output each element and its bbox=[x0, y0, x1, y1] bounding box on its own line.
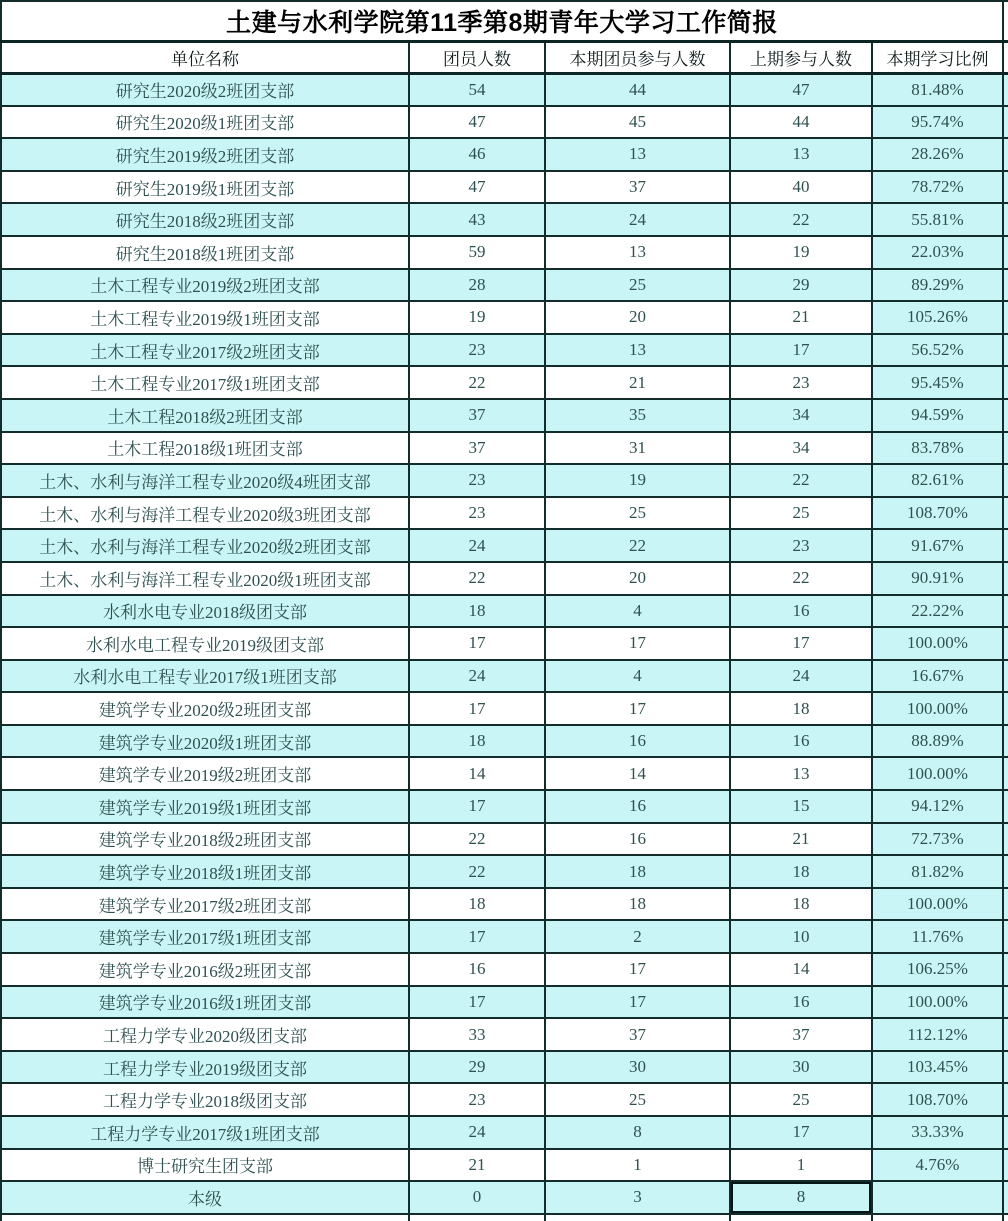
value-cell[interactable]: 1 bbox=[545, 1149, 730, 1182]
value-cell[interactable]: 25 bbox=[545, 269, 730, 302]
value-cell[interactable]: 46 bbox=[409, 138, 545, 171]
table-edge-spacer bbox=[1003, 301, 1008, 334]
table-edge-spacer bbox=[1003, 73, 1008, 106]
table-row bbox=[1, 725, 1008, 758]
value-cell[interactable]: 17 bbox=[730, 627, 872, 660]
table-row bbox=[1, 432, 1008, 465]
table-edge-spacer bbox=[1003, 1083, 1008, 1116]
table-row bbox=[1, 888, 1008, 921]
value-cell[interactable]: 47 bbox=[409, 171, 545, 204]
value-cell[interactable]: 47 bbox=[409, 106, 545, 139]
value-cell[interactable]: 95.74% bbox=[872, 106, 1003, 139]
unit-name-cell[interactable]: 土木工程专业2019级2班团支部 bbox=[1, 269, 409, 302]
value-cell[interactable]: 37 bbox=[730, 1018, 872, 1051]
value-cell[interactable]: 4.76% bbox=[872, 1149, 1003, 1182]
value-cell[interactable]: 14 bbox=[545, 757, 730, 790]
table-row bbox=[1, 757, 1008, 790]
value-cell[interactable]: 72.73% bbox=[872, 823, 1003, 856]
value-cell[interactable]: 21 bbox=[730, 823, 872, 856]
value-cell[interactable]: 17 bbox=[545, 692, 730, 725]
value-cell[interactable]: 23 bbox=[409, 497, 545, 530]
value-cell[interactable]: 1 bbox=[730, 1149, 872, 1182]
table-row bbox=[1, 497, 1008, 530]
table-row bbox=[1, 236, 1008, 269]
table-edge-spacer bbox=[1003, 203, 1008, 236]
value-cell[interactable]: 37 bbox=[409, 432, 545, 465]
table-row bbox=[1, 1018, 1008, 1051]
value-cell[interactable]: 10 bbox=[730, 920, 872, 953]
unit-name-cell[interactable]: 研究生2019级2班团支部 bbox=[1, 138, 409, 171]
value-cell[interactable]: 112.12% bbox=[872, 1018, 1003, 1051]
unit-name-cell[interactable]: 研究生2019级1班团支部 bbox=[1, 171, 409, 204]
unit-name-cell[interactable]: 建筑学专业2019级2班团支部 bbox=[1, 757, 409, 790]
value-cell[interactable]: 19 bbox=[545, 464, 730, 497]
value-cell[interactable]: 59 bbox=[409, 236, 545, 269]
value-cell[interactable]: 17 bbox=[409, 986, 545, 1019]
unit-name-cell[interactable]: 研究生2018级1班团支部 bbox=[1, 236, 409, 269]
unit-name-cell[interactable]: 建筑学专业2017级2班团支部 bbox=[1, 888, 409, 921]
value-cell[interactable]: 22 bbox=[409, 562, 545, 595]
table-edge-spacer bbox=[1003, 888, 1008, 921]
page-title: 土建与水利学院第11季第8期青年大学习工作简报 bbox=[1, 1, 1003, 41]
table-edge-spacer bbox=[1003, 269, 1008, 302]
value-cell[interactable]: 25 bbox=[730, 1083, 872, 1116]
value-cell[interactable]: 25 bbox=[545, 497, 730, 530]
value-cell[interactable]: 22.03% bbox=[872, 236, 1003, 269]
value-cell[interactable]: 94.12% bbox=[872, 790, 1003, 823]
value-cell[interactable]: 18 bbox=[730, 888, 872, 921]
value-cell[interactable]: 17 bbox=[730, 1116, 872, 1149]
value-cell[interactable]: 23 bbox=[409, 334, 545, 367]
value-cell[interactable]: 13 bbox=[730, 757, 872, 790]
value-cell[interactable]: 24 bbox=[545, 203, 730, 236]
unit-name-cell[interactable]: 研究生2020级2班团支部 bbox=[1, 73, 409, 106]
value-cell[interactable]: 21 bbox=[730, 301, 872, 334]
unit-name-cell[interactable]: 建筑学专业2018级1班团支部 bbox=[1, 855, 409, 888]
unit-name-cell[interactable]: 建筑学专业2020级1班团支部 bbox=[1, 725, 409, 758]
title-row bbox=[1, 1, 1008, 41]
value-cell[interactable]: 28.26% bbox=[872, 138, 1003, 171]
value-cell[interactable]: 8 bbox=[730, 1181, 872, 1214]
value-cell[interactable]: 95.45% bbox=[872, 366, 1003, 399]
value-cell[interactable]: 3 bbox=[545, 1181, 730, 1214]
value-cell[interactable]: 0 bbox=[409, 1181, 545, 1214]
value-cell[interactable]: 18 bbox=[409, 725, 545, 758]
table-row bbox=[1, 920, 1008, 953]
table-edge-spacer bbox=[1003, 432, 1008, 465]
unit-name-cell[interactable]: 工程力学专业2019级团支部 bbox=[1, 1051, 409, 1084]
unit-name-cell[interactable]: 建筑学专业2018级2班团支部 bbox=[1, 823, 409, 856]
value-cell[interactable]: 15 bbox=[730, 790, 872, 823]
value-cell[interactable]: 40 bbox=[730, 171, 872, 204]
table-edge-spacer bbox=[1003, 595, 1008, 628]
unit-name-cell[interactable]: 土木工程专业2019级1班团支部 bbox=[1, 301, 409, 334]
table-row bbox=[1, 171, 1008, 204]
value-cell[interactable]: 17 bbox=[409, 920, 545, 953]
value-cell[interactable]: 17 bbox=[545, 953, 730, 986]
table-edge-spacer bbox=[1003, 529, 1008, 562]
value-cell[interactable]: 44 bbox=[545, 73, 730, 106]
value-cell[interactable]: 4 bbox=[545, 595, 730, 628]
value-cell[interactable] bbox=[872, 1181, 1003, 1214]
table-row bbox=[1, 1083, 1008, 1116]
value-cell[interactable]: 13 bbox=[730, 138, 872, 171]
value-cell[interactable]: 34 bbox=[730, 399, 872, 432]
value-cell[interactable]: 17 bbox=[409, 790, 545, 823]
value-cell[interactable]: 18 bbox=[545, 888, 730, 921]
unit-name-cell[interactable]: 土木、水利与海洋工程专业2020级1班团支部 bbox=[1, 562, 409, 595]
value-cell[interactable]: 91.67% bbox=[872, 529, 1003, 562]
value-cell[interactable]: 23 bbox=[409, 1083, 545, 1116]
table-row bbox=[1, 953, 1008, 986]
table-edge-spacer bbox=[1003, 953, 1008, 986]
value-cell[interactable]: 34 bbox=[730, 432, 872, 465]
value-cell[interactable]: 25 bbox=[545, 1083, 730, 1116]
table-row bbox=[1, 1116, 1008, 1149]
table-row bbox=[1, 855, 1008, 888]
column-header-4: 上期参与人数 bbox=[730, 41, 872, 73]
value-cell[interactable]: 18 bbox=[730, 692, 872, 725]
value-cell[interactable]: 24 bbox=[730, 660, 872, 693]
table-row bbox=[1, 399, 1008, 432]
value-cell[interactable]: 90.91% bbox=[872, 562, 1003, 595]
table-row bbox=[1, 73, 1008, 106]
unit-name-cell[interactable]: 建筑学专业2016级2班团支部 bbox=[1, 953, 409, 986]
table-row bbox=[1, 464, 1008, 497]
value-cell[interactable]: 2 bbox=[545, 920, 730, 953]
value-cell[interactable]: 22 bbox=[409, 366, 545, 399]
unit-name-cell[interactable]: 土木、水利与海洋工程专业2020级3班团支部 bbox=[1, 497, 409, 530]
unit-name-cell[interactable]: 工程力学专业2018级团支部 bbox=[1, 1083, 409, 1116]
table-edge-spacer bbox=[1003, 757, 1008, 790]
table-edge-spacer bbox=[1003, 138, 1008, 171]
value-cell[interactable]: 100.00% bbox=[872, 757, 1003, 790]
unit-name-cell[interactable]: 工程力学专业2017级1班团支部 bbox=[1, 1116, 409, 1149]
table-row bbox=[1, 106, 1008, 139]
value-cell[interactable]: 105.26% bbox=[872, 301, 1003, 334]
value-cell[interactable]: 8 bbox=[545, 1116, 730, 1149]
table-row bbox=[1, 595, 1008, 628]
table-edge-spacer bbox=[1003, 366, 1008, 399]
column-header-2: 团员人数 bbox=[409, 41, 545, 73]
value-cell[interactable]: 30 bbox=[545, 1051, 730, 1084]
value-cell[interactable]: 29 bbox=[409, 1051, 545, 1084]
value-cell[interactable]: 19 bbox=[409, 301, 545, 334]
table-edge-spacer bbox=[1003, 399, 1008, 432]
table-edge-spacer bbox=[1003, 497, 1008, 530]
value-cell[interactable]: 17 bbox=[545, 986, 730, 1019]
value-cell[interactable]: 43 bbox=[409, 203, 545, 236]
value-cell[interactable]: 103.45% bbox=[872, 1051, 1003, 1084]
table-row bbox=[1, 334, 1008, 367]
unit-name-cell[interactable]: 本级 bbox=[1, 1181, 409, 1214]
table-row bbox=[1, 1181, 1008, 1214]
unit-name-cell[interactable]: 土木工程专业2017级1班团支部 bbox=[1, 366, 409, 399]
value-cell[interactable]: 14 bbox=[409, 757, 545, 790]
value-cell[interactable]: 16 bbox=[730, 986, 872, 1019]
value-cell[interactable]: 35 bbox=[545, 399, 730, 432]
table-edge-spacer bbox=[1003, 236, 1008, 269]
table-row bbox=[1, 269, 1008, 302]
table-edge-spacer bbox=[1003, 660, 1008, 693]
column-header-5: 本期学习比例 bbox=[872, 41, 1003, 73]
table-edge-spacer bbox=[1003, 1051, 1008, 1084]
column-header-1: 单位名称 bbox=[1, 41, 409, 73]
value-cell[interactable]: 22 bbox=[409, 855, 545, 888]
value-cell[interactable]: 13 bbox=[545, 138, 730, 171]
table-row bbox=[1, 138, 1008, 171]
value-cell[interactable]: 17 bbox=[730, 334, 872, 367]
value-cell[interactable]: 18 bbox=[730, 855, 872, 888]
value-cell[interactable]: 54 bbox=[409, 73, 545, 106]
table-edge-spacer bbox=[1003, 1018, 1008, 1051]
value-cell[interactable]: 81.48% bbox=[872, 73, 1003, 106]
value-cell[interactable]: 100.00% bbox=[872, 888, 1003, 921]
unit-name-cell[interactable]: 水利水电工程专业2017级1班团支部 bbox=[1, 660, 409, 693]
value-cell[interactable]: 13 bbox=[545, 236, 730, 269]
value-cell[interactable]: 55.81% bbox=[872, 203, 1003, 236]
value-cell[interactable]: 56.52% bbox=[872, 334, 1003, 367]
value-cell[interactable]: 16 bbox=[545, 790, 730, 823]
value-cell[interactable]: 22 bbox=[545, 529, 730, 562]
header-row bbox=[1, 41, 1008, 73]
value-cell[interactable]: 44 bbox=[730, 106, 872, 139]
unit-name-cell[interactable]: 建筑学专业2019级1班团支部 bbox=[1, 790, 409, 823]
value-cell[interactable]: 23 bbox=[409, 464, 545, 497]
value-cell[interactable]: 37 bbox=[545, 171, 730, 204]
table-edge-spacer bbox=[1003, 823, 1008, 856]
table-row bbox=[1, 562, 1008, 595]
value-cell[interactable]: 94.59% bbox=[872, 399, 1003, 432]
value-cell[interactable]: 20 bbox=[545, 301, 730, 334]
value-cell[interactable]: 16 bbox=[409, 953, 545, 986]
table-row bbox=[1, 366, 1008, 399]
unit-name-cell[interactable]: 土木工程2018级2班团支部 bbox=[1, 399, 409, 432]
value-cell[interactable]: 45 bbox=[545, 106, 730, 139]
value-cell[interactable]: 31 bbox=[545, 432, 730, 465]
unit-name-cell[interactable]: 建筑学专业2017级1班团支部 bbox=[1, 920, 409, 953]
value-cell[interactable]: 24 bbox=[409, 1116, 545, 1149]
value-cell[interactable]: 21 bbox=[409, 1149, 545, 1182]
value-cell[interactable]: 108.70% bbox=[872, 1083, 1003, 1116]
table-edge-spacer bbox=[1003, 1181, 1008, 1214]
table-edge-spacer bbox=[1003, 692, 1008, 725]
value-cell[interactable]: 16 bbox=[545, 823, 730, 856]
value-cell[interactable]: 17 bbox=[409, 692, 545, 725]
table-row bbox=[1, 627, 1008, 660]
table-row bbox=[1, 660, 1008, 693]
table-edge-spacer bbox=[1003, 1, 1008, 41]
table-edge-spacer bbox=[1003, 627, 1008, 660]
value-cell[interactable]: 29 bbox=[730, 269, 872, 302]
table-edge-spacer bbox=[1003, 171, 1008, 204]
unit-name-cell[interactable]: 研究生2020级1班团支部 bbox=[1, 106, 409, 139]
value-cell[interactable]: 13 bbox=[545, 334, 730, 367]
value-cell[interactable]: 22 bbox=[409, 823, 545, 856]
value-cell[interactable]: 24 bbox=[409, 660, 545, 693]
table-row bbox=[1, 692, 1008, 725]
unit-name-cell[interactable]: 土木工程专业2017级2班团支部 bbox=[1, 334, 409, 367]
table-edge-spacer bbox=[1003, 1149, 1008, 1182]
table-row bbox=[1, 1051, 1008, 1084]
unit-name-cell[interactable]: 水利水电工程专业2019级团支部 bbox=[1, 627, 409, 660]
table-edge-spacer bbox=[1003, 920, 1008, 953]
value-cell[interactable]: 22 bbox=[730, 562, 872, 595]
value-cell[interactable]: 16 bbox=[730, 725, 872, 758]
table-edge-spacer bbox=[1003, 1116, 1008, 1149]
unit-name-cell[interactable]: 工程力学专业2020级团支部 bbox=[1, 1018, 409, 1051]
value-cell[interactable]: 18 bbox=[409, 595, 545, 628]
value-cell[interactable]: 24 bbox=[409, 529, 545, 562]
value-cell[interactable]: 28 bbox=[409, 269, 545, 302]
value-cell[interactable]: 4 bbox=[545, 660, 730, 693]
table-row bbox=[1, 1149, 1008, 1182]
value-cell[interactable]: 23 bbox=[730, 529, 872, 562]
unit-name-cell[interactable]: 建筑学专业2020级2班团支部 bbox=[1, 692, 409, 725]
value-cell[interactable]: 33 bbox=[409, 1018, 545, 1051]
value-cell[interactable]: 18 bbox=[545, 855, 730, 888]
unit-name-cell[interactable]: 博士研究生团支部 bbox=[1, 1149, 409, 1182]
table-edge-spacer bbox=[1003, 855, 1008, 888]
table-row bbox=[1, 790, 1008, 823]
value-cell[interactable]: 22 bbox=[730, 464, 872, 497]
value-cell[interactable]: 47 bbox=[730, 73, 872, 106]
unit-name-cell[interactable]: 土木工程2018级1班团支部 bbox=[1, 432, 409, 465]
table-row bbox=[1, 203, 1008, 236]
value-cell[interactable]: 14 bbox=[730, 953, 872, 986]
unit-name-cell[interactable]: 土木、水利与海洋工程专业2020级2班团支部 bbox=[1, 529, 409, 562]
column-header-3: 本期团员参与人数 bbox=[545, 41, 730, 73]
unit-name-cell[interactable]: 水利水电专业2018级团支部 bbox=[1, 595, 409, 628]
table-row bbox=[1, 823, 1008, 856]
table-edge-spacer bbox=[1003, 464, 1008, 497]
value-cell[interactable]: 11.76% bbox=[872, 920, 1003, 953]
table-edge-spacer bbox=[1003, 986, 1008, 1019]
table-edge-spacer bbox=[1003, 562, 1008, 595]
table-edge-spacer bbox=[1003, 334, 1008, 367]
value-cell[interactable]: 81.82% bbox=[872, 855, 1003, 888]
value-cell[interactable]: 33.33% bbox=[872, 1116, 1003, 1149]
table-row bbox=[1, 529, 1008, 562]
value-cell[interactable]: 30 bbox=[730, 1051, 872, 1084]
value-cell[interactable]: 17 bbox=[409, 627, 545, 660]
unit-name-cell[interactable]: 建筑学专业2016级1班团支部 bbox=[1, 986, 409, 1019]
table-edge-spacer bbox=[1003, 790, 1008, 823]
value-cell[interactable]: 16 bbox=[545, 725, 730, 758]
value-cell[interactable]: 108.70% bbox=[872, 497, 1003, 530]
value-cell[interactable]: 25 bbox=[730, 497, 872, 530]
value-cell[interactable]: 16.67% bbox=[872, 660, 1003, 693]
unit-name-cell[interactable]: 土木、水利与海洋工程专业2020级4班团支部 bbox=[1, 464, 409, 497]
value-cell[interactable]: 106.25% bbox=[872, 953, 1003, 986]
value-cell[interactable]: 37 bbox=[545, 1018, 730, 1051]
unit-name-cell[interactable]: 研究生2018级2班团支部 bbox=[1, 203, 409, 236]
value-cell[interactable]: 100.00% bbox=[872, 986, 1003, 1019]
table-edge-spacer bbox=[1003, 41, 1008, 73]
value-cell[interactable]: 18 bbox=[409, 888, 545, 921]
value-cell[interactable]: 37 bbox=[409, 399, 545, 432]
value-cell[interactable]: 21 bbox=[545, 366, 730, 399]
table-row bbox=[1, 301, 1008, 334]
value-cell[interactable]: 16 bbox=[730, 595, 872, 628]
value-cell[interactable]: 89.29% bbox=[872, 269, 1003, 302]
value-cell[interactable]: 83.78% bbox=[872, 432, 1003, 465]
value-cell[interactable]: 78.72% bbox=[872, 171, 1003, 204]
table-edge-spacer bbox=[1003, 106, 1008, 139]
value-cell[interactable]: 17 bbox=[545, 627, 730, 660]
value-cell[interactable]: 19 bbox=[730, 236, 872, 269]
value-cell[interactable]: 22.22% bbox=[872, 595, 1003, 628]
value-cell[interactable]: 100.00% bbox=[872, 627, 1003, 660]
value-cell[interactable]: 22 bbox=[730, 203, 872, 236]
value-cell[interactable]: 88.89% bbox=[872, 725, 1003, 758]
value-cell[interactable]: 100.00% bbox=[872, 692, 1003, 725]
value-cell[interactable]: 20 bbox=[545, 562, 730, 595]
table-edge-spacer bbox=[1003, 725, 1008, 758]
value-cell[interactable]: 82.61% bbox=[872, 464, 1003, 497]
value-cell[interactable]: 23 bbox=[730, 366, 872, 399]
table-row bbox=[1, 986, 1008, 1019]
